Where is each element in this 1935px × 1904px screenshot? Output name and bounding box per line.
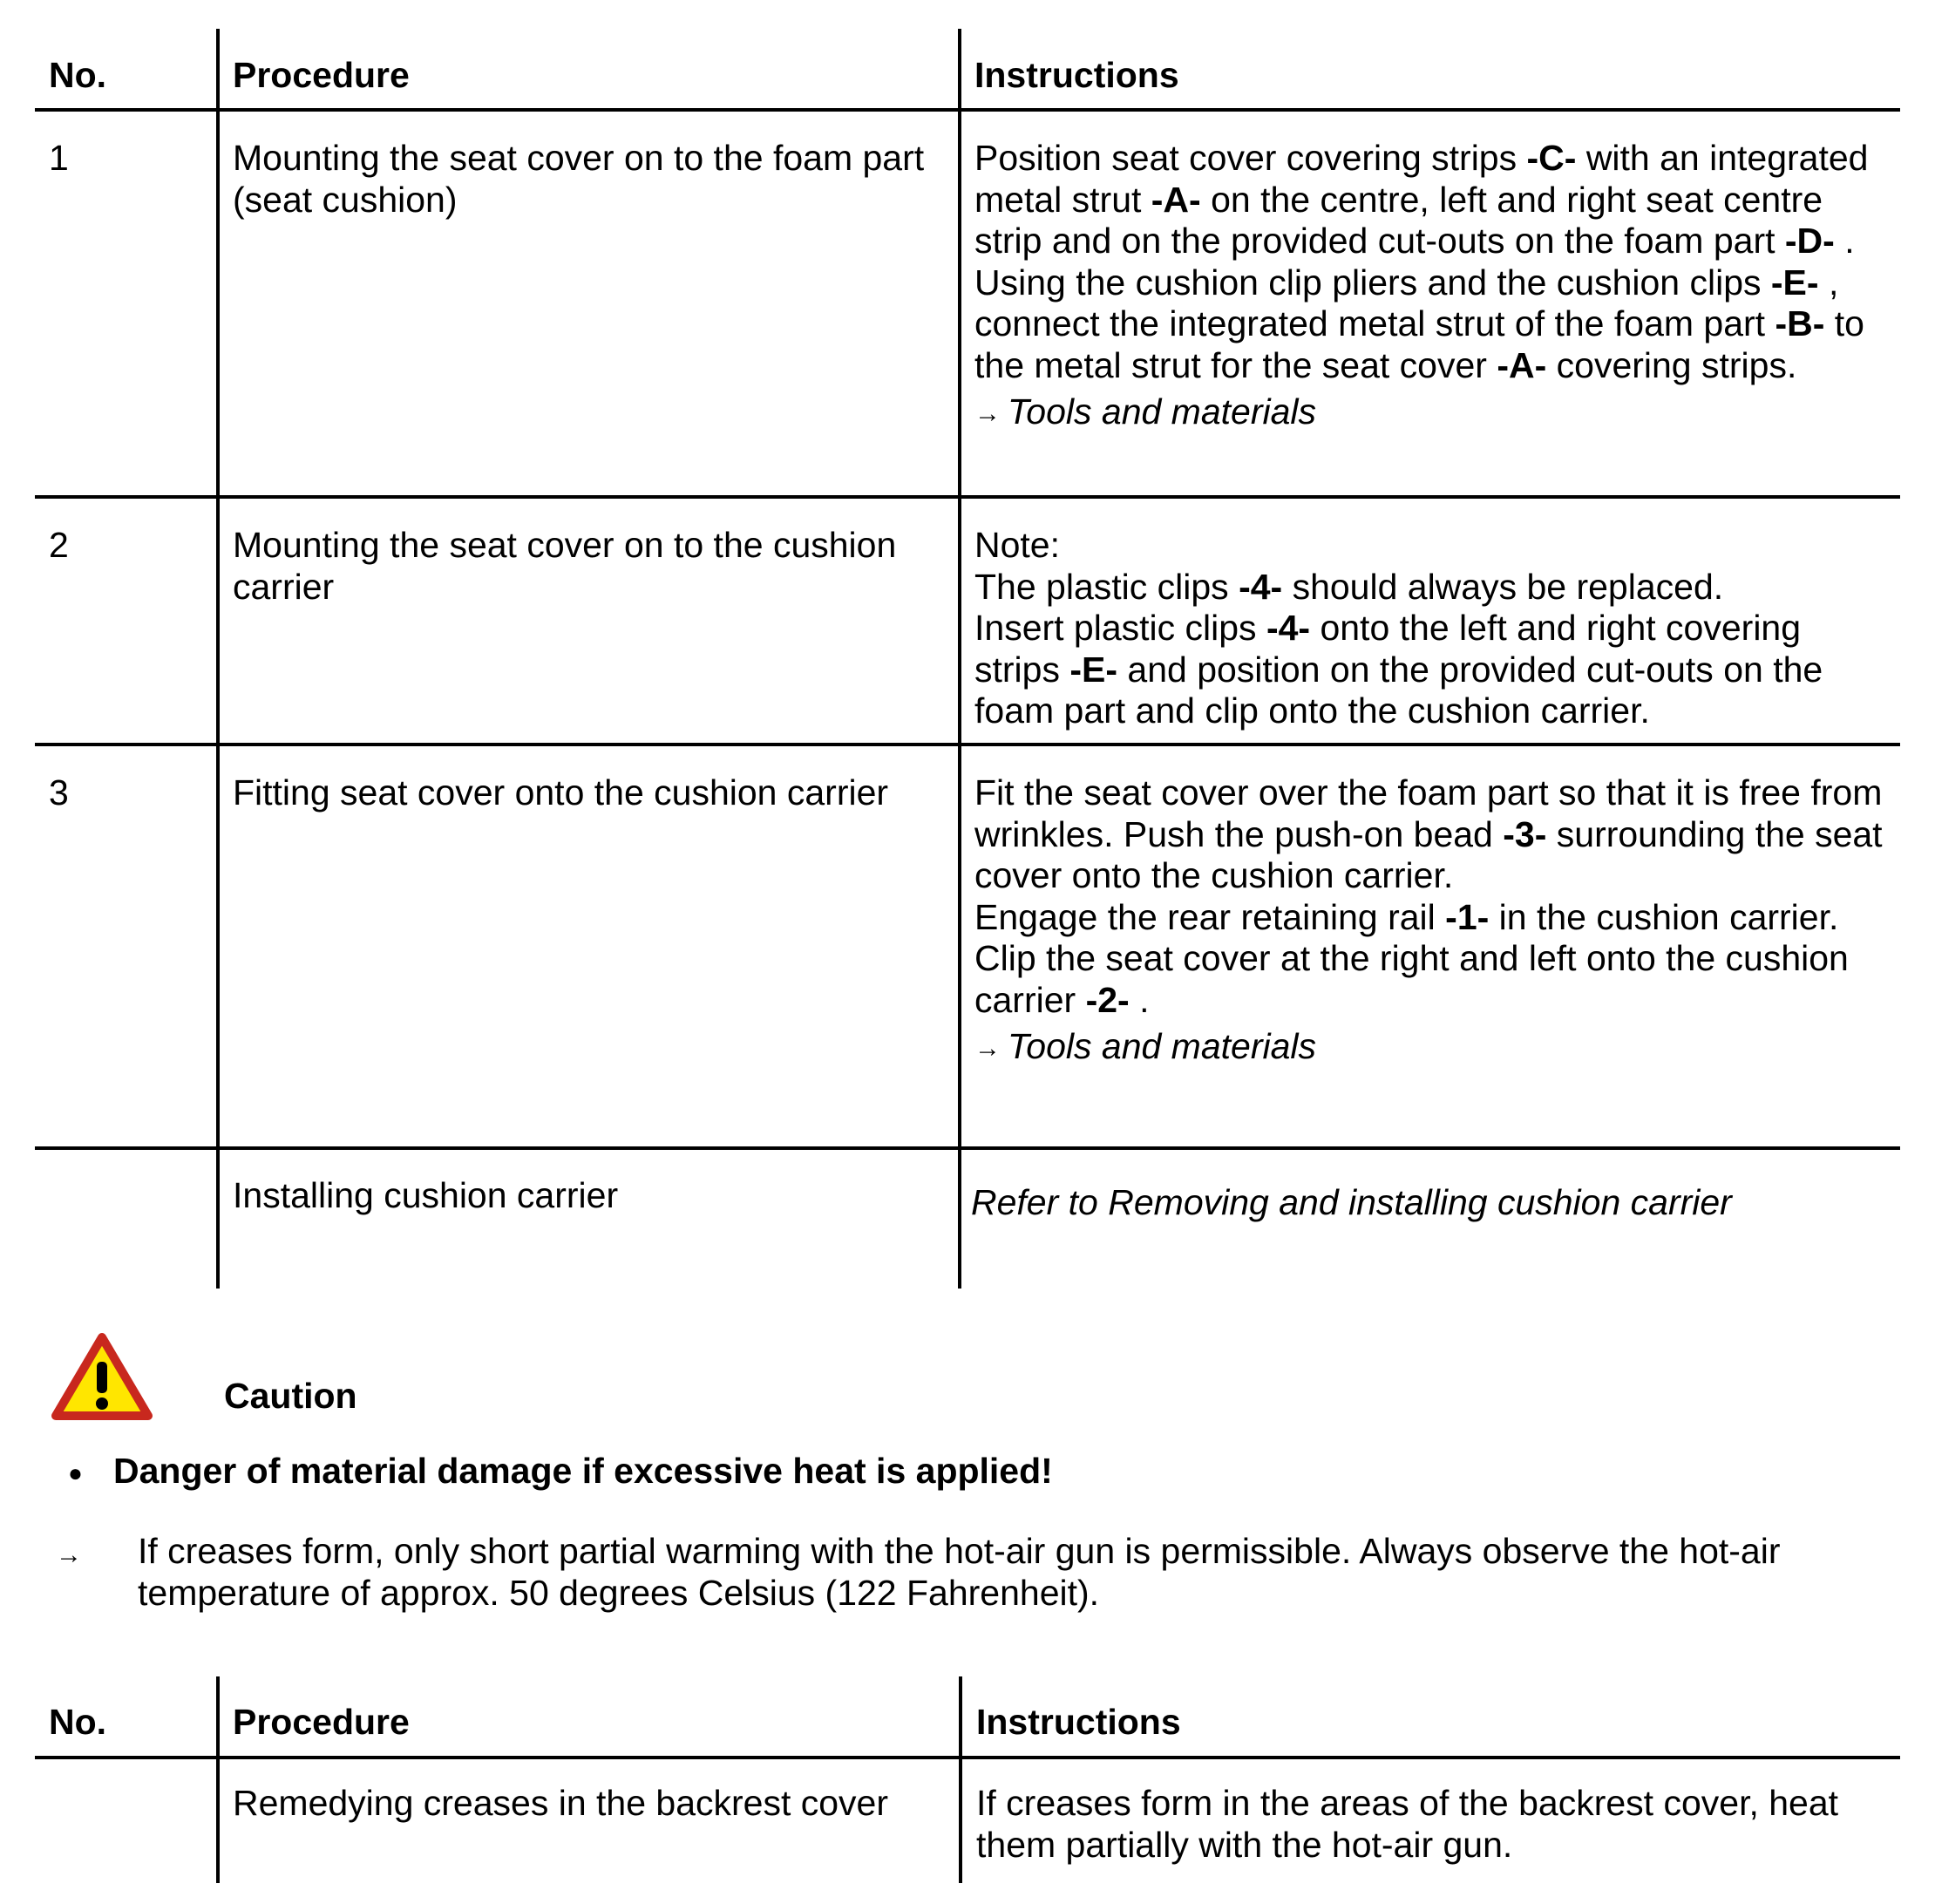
arrow-right-icon: → (974, 1034, 1001, 1064)
row-instructions (974, 772, 1900, 1070)
instructions-line (974, 608, 1890, 732)
table1-row-divider (35, 743, 1900, 746)
warning-bullet-item (68, 1451, 1053, 1494)
row-procedure: Remedying creases in the backrest cover (233, 1783, 889, 1823)
row-number: 3 (49, 772, 69, 813)
row-number: 2 (49, 525, 69, 565)
row-procedure: Fitting seat cover onto the cushion carrier (233, 772, 889, 813)
tools-link-label: Tools and materials (1008, 1026, 1317, 1066)
part-reference: -1- (1445, 896, 1490, 937)
table1-row-divider (35, 1146, 1900, 1150)
part-reference: -A- (1497, 344, 1547, 385)
part-reference: -2- (1085, 979, 1130, 1020)
text-segment: onto the left and right covering strips (974, 608, 1802, 690)
text-segment: Insert plastic clips (974, 608, 1266, 648)
row-procedure: Mounting the seat cover on to the cushion carrier (233, 525, 897, 607)
table2-header-no: No. (49, 1702, 107, 1742)
text-segment: Engage the rear retaining rail (974, 896, 1446, 937)
part-reference: -E- (1770, 262, 1819, 303)
text-segment: with an integrated metal strut (974, 138, 1869, 220)
warning-triangle-icon (51, 1332, 153, 1421)
table1-header-rule (35, 108, 1900, 112)
row-number: 1 (49, 138, 69, 178)
text-segment: on the centre, left and right seat centre strip and on the provided cut-outs on the foam part (974, 179, 1823, 261)
arrow-right-icon: → (974, 399, 1001, 429)
part-reference: -4- (1239, 566, 1283, 607)
warning-text: Danger of material damage if excessive heat is applied! (113, 1451, 1053, 1491)
text-segment: should always be replaced. (1282, 566, 1724, 607)
table2-column-divider (959, 1676, 962, 1883)
table2-header-rule (35, 1756, 1900, 1759)
table1-header-no: No. (49, 55, 107, 95)
tools-link-label: Tools and materials (1008, 391, 1317, 432)
text-segment: Position seat cover covering strips (974, 138, 1527, 178)
table1-column-divider (958, 29, 961, 1289)
part-reference: -4- (1266, 608, 1311, 648)
table2-header-procedure: Procedure (233, 1702, 410, 1742)
text-segment: , connect the integrated metal strut of the foam part (974, 262, 1839, 343)
table2-header-instructions: Instructions (976, 1702, 1181, 1742)
refer-prefix: Refer to (971, 1182, 1098, 1222)
bullet-icon: ● (68, 1459, 83, 1487)
refer-to-link[interactable] (971, 1182, 1895, 1224)
row-procedure: Installing cushion carrier (233, 1175, 619, 1215)
arrow-right-icon: → (56, 1540, 82, 1569)
tools-and-materials-link[interactable] (974, 391, 1898, 435)
text-segment: Clip the seat cover at the right and left onto the cushion carrier (974, 938, 1849, 1020)
text-segment: . Using the cushion clip pliers and the cushion clips (974, 221, 1855, 303)
note-label: Note: (974, 525, 1060, 565)
text-segment: . (1129, 979, 1150, 1020)
table1-row-divider (35, 495, 1900, 499)
part-reference: -B- (1775, 303, 1825, 343)
text-segment: surrounding the seat cover onto the cushion carrier. (974, 813, 1883, 895)
caution-note: If creases form, only short partial warming with the hot-air gun is permissible. Always observe the hot-air temperature of approx. 50 degrees Celsius (122 Fahrenheit). (138, 1531, 1781, 1613)
row-procedure: Mounting the seat cover on to the foam part (seat cushion) (233, 138, 925, 220)
part-reference: -A- (1151, 179, 1201, 220)
row-instructions (974, 525, 1890, 732)
part-reference: -C- (1526, 138, 1577, 178)
text-segment: covering strips. (1546, 344, 1797, 385)
instructions-line (974, 567, 1890, 609)
text-segment: in the cushion carrier. (1489, 896, 1839, 937)
text-segment: to the metal strut for the seat cover (974, 303, 1864, 385)
instructions-line (974, 772, 1900, 897)
table2-column-divider (216, 1676, 220, 1883)
instructions-line (974, 897, 1900, 939)
instructions-text (974, 138, 1868, 385)
caution-title: Caution (224, 1376, 357, 1416)
refer-target: Removing and installing cushion carrier (1108, 1182, 1732, 1222)
part-reference: -3- (1503, 813, 1547, 854)
row-instructions (974, 138, 1898, 435)
instructions-line (974, 938, 1900, 1021)
tools-and-materials-link[interactable] (974, 1026, 1900, 1070)
part-reference: -E- (1069, 649, 1118, 690)
text-segment: Fit the seat cover over the foam part so that it is free from wrinkles. Push the push-on bead (974, 772, 1883, 854)
text-segment: and position on the provided cut-outs on the foam part and clip onto the cushion carrier. (974, 649, 1823, 731)
table1-column-divider (216, 29, 220, 1289)
text-segment: The plastic clips (974, 566, 1239, 607)
table1-header-instructions: Instructions (974, 55, 1179, 95)
part-reference: -D- (1784, 221, 1835, 261)
row-instructions: If creases form in the areas of the backrest cover, heat them partially with the hot-air gun. (976, 1783, 1839, 1865)
table1-header-procedure: Procedure (233, 55, 410, 95)
